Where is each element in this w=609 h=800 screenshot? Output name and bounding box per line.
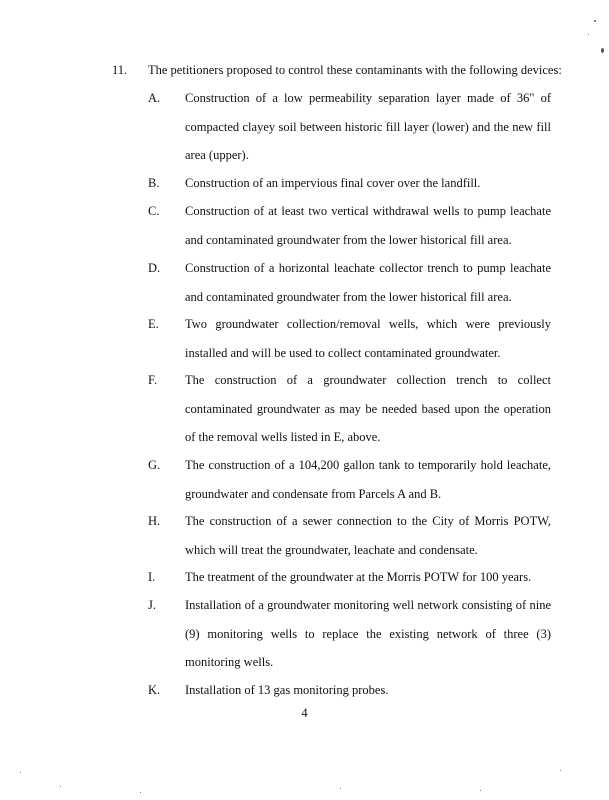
- page-number: 4: [301, 706, 308, 720]
- list-item-text: Installation of 13 gas monitoring probes.: [185, 683, 389, 697]
- list-item-text: The construction of a sewer connection to the City of Morris POTW, which will treat the groundwater, leachate and condensate.: [185, 514, 551, 557]
- list-item-letter: H.: [148, 514, 161, 528]
- list-item-text: The treatment of the groundwater at the Morris POTW for 100 years.: [185, 570, 532, 584]
- list-item-letter: F.: [148, 373, 158, 387]
- list-item-letter: E.: [148, 317, 159, 331]
- paragraph-number: 11.: [112, 63, 128, 77]
- scan-speck: [588, 34, 589, 35]
- list-item-letter: G.: [148, 458, 161, 472]
- list-item-letter: A.: [148, 91, 161, 105]
- list-item-letter: C.: [148, 204, 160, 218]
- list-item-text: Construction of at least two vertical withdrawal wells to pump leachate and contaminated groundwater from the lower historical fill area.: [185, 204, 551, 247]
- list-item-letter: I.: [148, 570, 156, 584]
- scan-speck: [560, 770, 561, 771]
- list-item-letter: J.: [148, 598, 156, 612]
- list-item-letter: K.: [148, 683, 161, 697]
- scan-speck: [340, 788, 341, 789]
- list-item-text: Installation of a groundwater monitoring well network consisting of nine (9) monitoring wells to replace the existing network of three (3) monitoring wells.: [185, 598, 551, 669]
- scan-speck: [140, 792, 141, 793]
- list-item-text: Construction of a low permeability separation layer made of 36" of compacted clayey soil between historic fill layer (lower) and the new fill area (upper).: [185, 91, 551, 162]
- scan-speck: [60, 786, 61, 787]
- scan-speck: [20, 772, 21, 773]
- list-item-letter: D.: [148, 261, 161, 275]
- list-item-text: The construction of a groundwater collection trench to collect contaminated groundwater as may be needed based upon the operation of the removal wells listed in E, above.: [185, 373, 551, 444]
- list-item-text: Construction of a horizontal leachate collector trench to pump leachate and contaminated groundwater from the lower historical fill area.: [185, 261, 551, 304]
- scan-speck: [601, 48, 604, 53]
- scan-speck: [480, 790, 481, 791]
- scan-speck: [594, 20, 596, 22]
- list-item-letter: B.: [148, 176, 160, 190]
- paragraph-intro: The petitioners proposed to control these contaminants with the following devices:: [148, 63, 562, 77]
- list-item-text: Two groundwater collection/removal wells, which were previously installed and will be used to collect contaminated groundwater.: [185, 317, 551, 360]
- list-item-text: Construction of an impervious final cover over the landfill.: [185, 176, 481, 190]
- list-item-text: The construction of a 104,200 gallon tank to temporarily hold leachate, groundwater and condensate from Parcels A and B.: [185, 458, 551, 501]
